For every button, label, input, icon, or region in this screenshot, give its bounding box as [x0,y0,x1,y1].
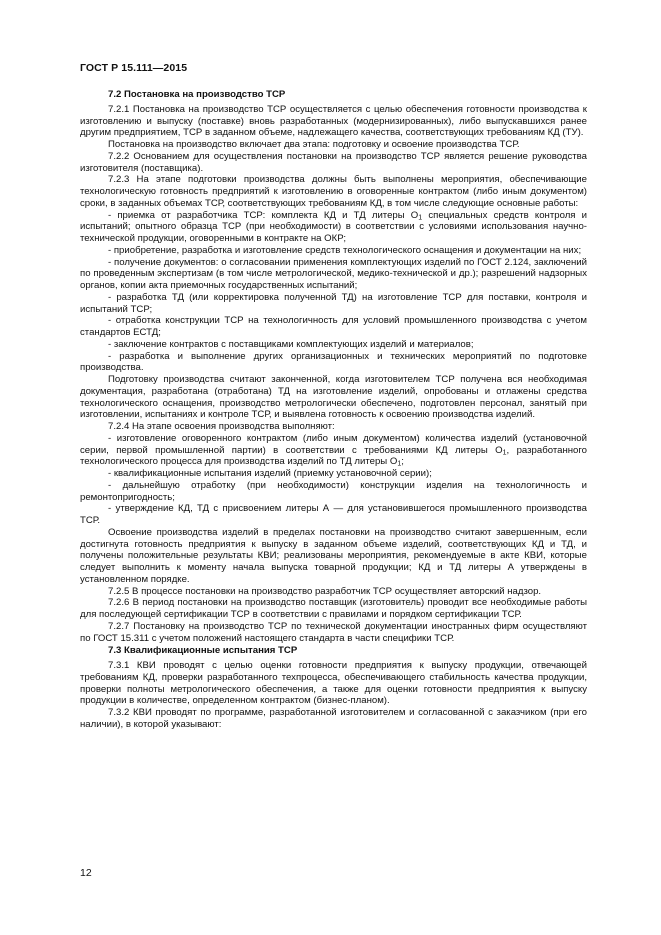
section-7-2-heading: 7.2 Постановка на производство ТСР [108,89,286,100]
paragraph-7-3-1: 7.3.1 КВИ проводят с целью оценки готовности предприятия к выпуску продукции, отвечающей требованиям КД, проверки разработанного техпроцесса, обеспечивающего стабильность качества продукции, проверки полноты метрологического обеспечения, а также для оценки готовности предприятия к выпуску продукции в количестве, определенном контрактом (бизнес-планом). [80,660,587,707]
paragraph-7-3-2: 7.3.2 КВИ проводят по программе, разработанной изготовителем и согласованной с заказчиком (при его наличии), в которой указывают: [80,707,587,730]
paragraph-7-2-5: 7.2.5 В процессе постановки на производство разработчик ТСР осуществляет авторский надзор. [108,585,542,597]
list-item-manufacturing [80,433,587,468]
list-item-further-refinement: - дальнейшую отработку (при необходимости) конструкции изделия на технологичность и ремонтопригодность; [80,479,587,503]
document-body [80,89,587,731]
section-7-3-heading: 7.3 Квалификационные испытания ТСР [108,645,298,657]
paragraph-7-2-7: 7.2.7 Постановку на производство ТСР по технической документации иностранных фирм осуществляют по ГОСТ 15.311 с учетом положений настоящего стандарта в части специфики ТСР. [80,620,587,644]
paragraph-7-2-2: 7.2.2 Основанием для осуществления постановки на производство ТСР является решение руководства изготовителя (поставщика). [80,150,587,174]
list-item-text: - изготовление оговоренного контрактом (либо иным документом) количества изделий (установочной серии, первой промышленной партии) в соответствии с требованиями КД литеры О [80,432,587,456]
list-item-other-measures: - разработка и выполнение других организационных и технических мероприятий по подготовке производства. [80,350,587,374]
subscript: 1 [502,449,507,456]
list-item-approval: - утверждение КД, ТД с присвоением литеры А — для установившегося промышленного производства ТСР. [80,503,587,526]
list-item-acceptance [80,210,587,245]
subscript: 1 [418,214,423,221]
paragraph-7-2-1: 7.2.1 Постановка на производство ТСР осуществляется с целью обеспечения готовности производства к изготовлению и выпуску (поставке) вновь разработанных (модернизированных), либо выпускавшихся ранее другим предприятием, ТСР в заданном объеме, надлежащего качества, соответствующих требованиям КД (ТУ). [80,103,587,139]
paragraph-7-2-4: 7.2.4 На этапе освоения производства выполняют: [108,421,335,432]
list-item-documents: - получение документов: о согласовании применения комплектующих изделий по ГОСТ 2.124, заключений по проведенным экспертизам (в том числе метрологической, медико-технической и др.); разрешений надзорных органов, копии акта приемочных государственных испытаний; [80,256,587,291]
list-item-text: специальных средств контроля и испытаний; опытного образца ТСР (при необходимости) в соответствии с условиями использования научно-технической продукции, оговоренными в контракте на ОКР; [80,209,588,244]
paragraph-7-2-3: 7.2.3 На этапе подготовки производства должны быть выполнены мероприятия, обеспечивающие технологическую готовность предприятий к изготовлению в оговоренные контрактом (либо иным документом) сроки, в заданных объемах ТСР, соответствующих требованиям КД, в том числе следующие основные работы: [80,174,587,209]
list-item-text: ; [401,456,404,468]
list-item-design-refinement: - отработка конструкции ТСР на технологичность для условий промышленного производства с учетом стандартов ЕСТД; [80,315,587,338]
list-item-text: , разработанного технологического процесса для производства изделий по ТД литеры О [80,444,588,468]
paragraph-mastering-complete: Освоение производства изделий в пределах постановки на производство считают завершенным, если достигнута готовность предприятия к выпуску в заданном объеме изделий, соответствующих КД и ТД, и получены положительные результаты КВИ; реализованы мероприятия, рекомендуемые в акте КВИ, которые следует выполнить к моменту начала выпуска товарной продукции; КД и ТД литеры А утверждены в установленном порядке. [80,526,587,585]
page-number: 12 [80,867,92,879]
paragraph-preparation-complete: Подготовку производства считают законченной, когда изготовителем ТСР получена вся необходимая документация, разработана (отработана) ТД на изготовление изделий, опробованы и отлажены средства технологического оснащения, производство метрологически обеспечено, подготовлен персонал, занятый при изготовлении, испытаниях и контроле ТСР, и выявлена готовность к освоению производства изделий. [80,374,587,421]
paragraph-stages: Постановка на производство включает два этапа: подготовку и освоение производства ТСР. [108,139,520,150]
subscript: 1 [397,460,402,468]
list-item-contracts: - заключение контрактов с поставщиками комплектующих изделий и материалов; [108,338,474,350]
list-item-text: - приемка от разработчика ТСР: комплекта КД и ТД литеры О [108,209,419,221]
list-item-acquisition: - приобретение, разработка и изготовление средств технологического оснащения и документации на них; [108,244,582,256]
paragraph-7-2-6: 7.2.6 В период постановки на производство поставщик (изготовитель) проводит все необходимые работы для последующей сертификации ТСР в соответствии с правилами и порядком сертификации ТСР. [80,597,587,620]
document-header: ГОСТ Р 15.111—2015 [80,62,188,74]
list-item-qualification-tests: - квалификационные испытания изделий (приемку установочной серии); [108,468,432,479]
list-item-td-development: - разработка ТД (или корректировка полученной ТД) на изготовление ТСР для поставки, контроля и испытаний ТСР; [80,291,587,315]
